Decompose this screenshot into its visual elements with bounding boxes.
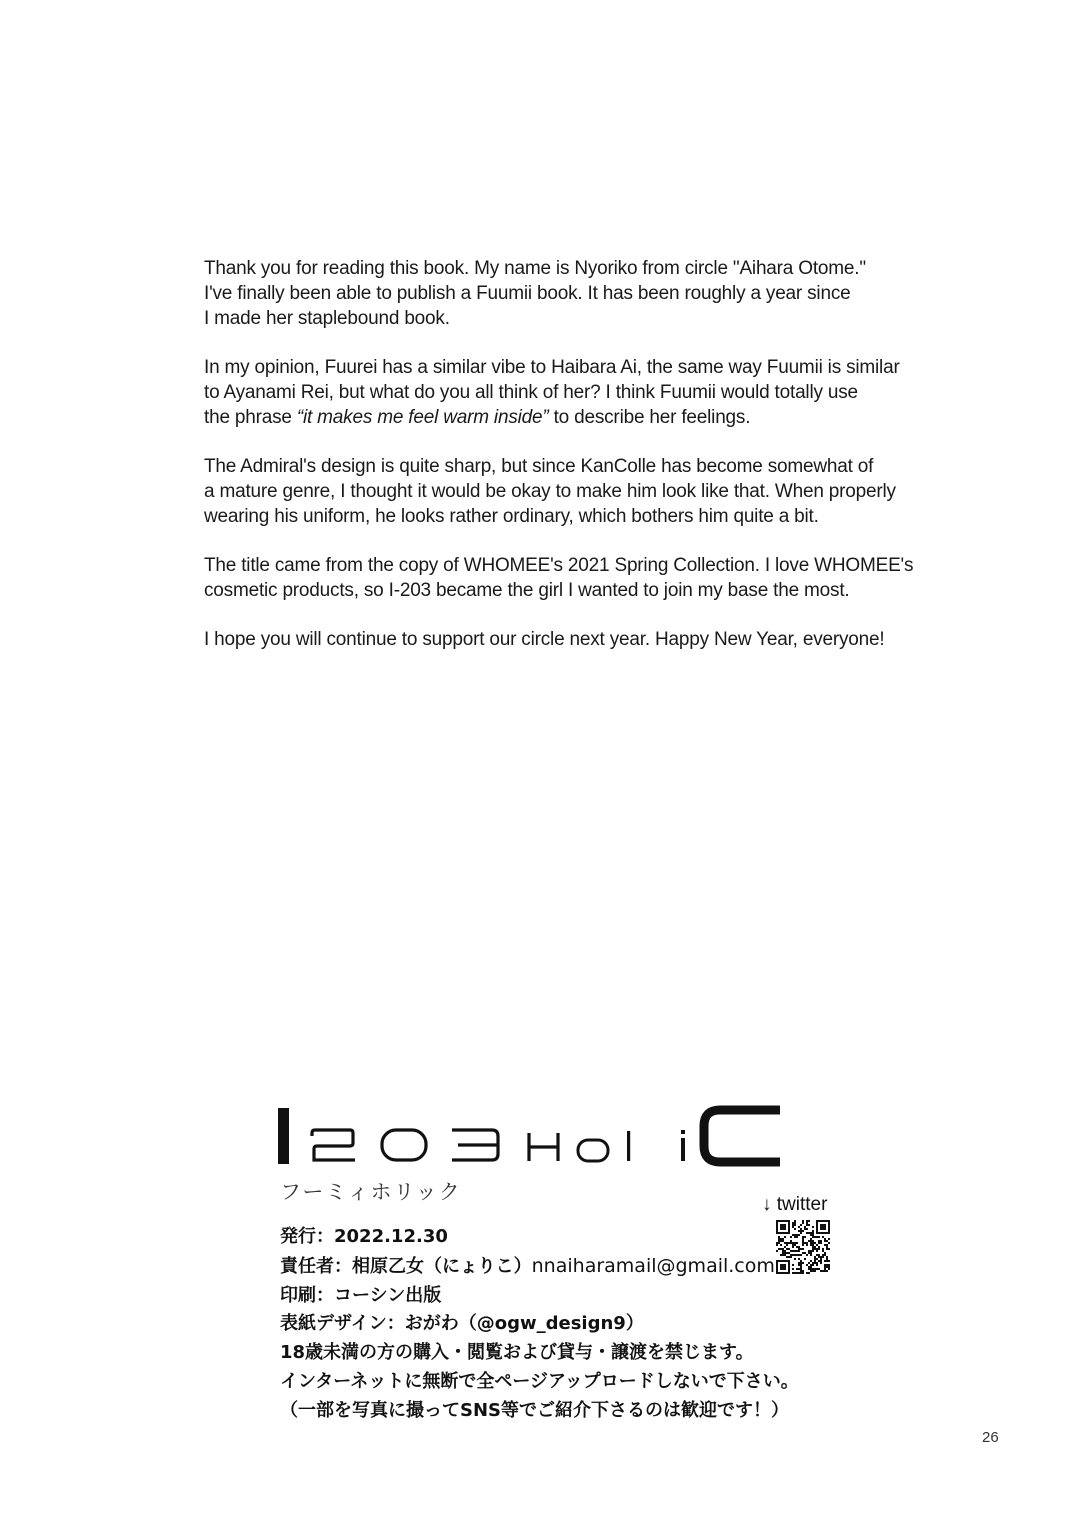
title-logo — [276, 1100, 786, 1172]
title-logo-graphic — [276, 1100, 786, 1172]
afterword-line: The Admiral's design is quite sharp, but since KanColle has become somewhat of — [204, 456, 874, 477]
afterword-line: I made her staplebound book. — [204, 308, 450, 329]
afterword-paragraph-2 — [204, 355, 904, 430]
afterword-text: to describe her feelings. — [548, 407, 751, 428]
afterword-text: the phrase — [204, 407, 297, 428]
afterword-paragraph-1 — [204, 256, 904, 331]
afterword-line — [204, 405, 904, 430]
issue-date: 発行：2022.12.30 — [280, 1226, 448, 1247]
afterword-line: In my opinion, Fuurei has a similar vibe to Haibara Ai, the same way Fuumii is similar — [204, 357, 900, 378]
responsible-name: 責任者：相原乙女（にょりこ） — [280, 1255, 532, 1277]
sharing-notice: （一部を写真に撮ってSNS等でご紹介下さるのは歓迎です！） — [280, 1399, 789, 1421]
afterword-line: I hope you will continue to support our circle next year. Happy New Year, everyone! — [204, 629, 885, 650]
age-notice: 18歳未満の方の購入・閲覧および貸与・譲渡を禁じます。 — [280, 1342, 754, 1364]
afterword-paragraph-5 — [204, 627, 904, 652]
afterword-line: The title came from the copy of WHOMEE's 2021 Spring Collection. I love WHOMEE's — [204, 555, 914, 576]
printer: 印刷：コーシン出版 — [280, 1284, 442, 1306]
responsible-person — [280, 1252, 799, 1282]
cover-design-credit: 表紙デザイン：おがわ（@ogw_design9） — [280, 1313, 644, 1335]
afterword-quote: “it makes me feel warm inside” — [296, 407, 549, 428]
colophon — [280, 1223, 799, 1426]
afterword-line: a mature genre, I thought it would be okay to make him look like that. When properly — [204, 481, 896, 502]
afterword — [204, 256, 914, 676]
afterword-line: wearing his uniform, he looks rather ordinary, which bothers him quite a bit. — [204, 506, 819, 527]
afterword-line: cosmetic products, so I-203 became the girl I wanted to join my base the most. — [204, 580, 850, 601]
page-number: 26 — [982, 1429, 999, 1446]
afterword-paragraph-3 — [204, 454, 904, 529]
afterword-paragraph-4 — [204, 553, 914, 603]
subtitle-kana: フーミィホリック — [280, 1180, 462, 1204]
twitter-label: ↓ twitter — [762, 1194, 828, 1215]
afterword-line: Thank you for reading this book. My name is Nyoriko from circle "Aihara Otome." — [204, 258, 866, 279]
upload-notice: インターネットに無断で全ページアップロードしないで下さい。 — [280, 1370, 799, 1392]
contact-email: nnaiharamail@gmail.com — [531, 1254, 775, 1277]
afterword-line: to Ayanami Rei, but what do you all think of her? I think Fuumii would totally use — [204, 382, 858, 403]
afterword-line: I've finally been able to publish a Fuumii book. It has been roughly a year since — [204, 283, 851, 304]
